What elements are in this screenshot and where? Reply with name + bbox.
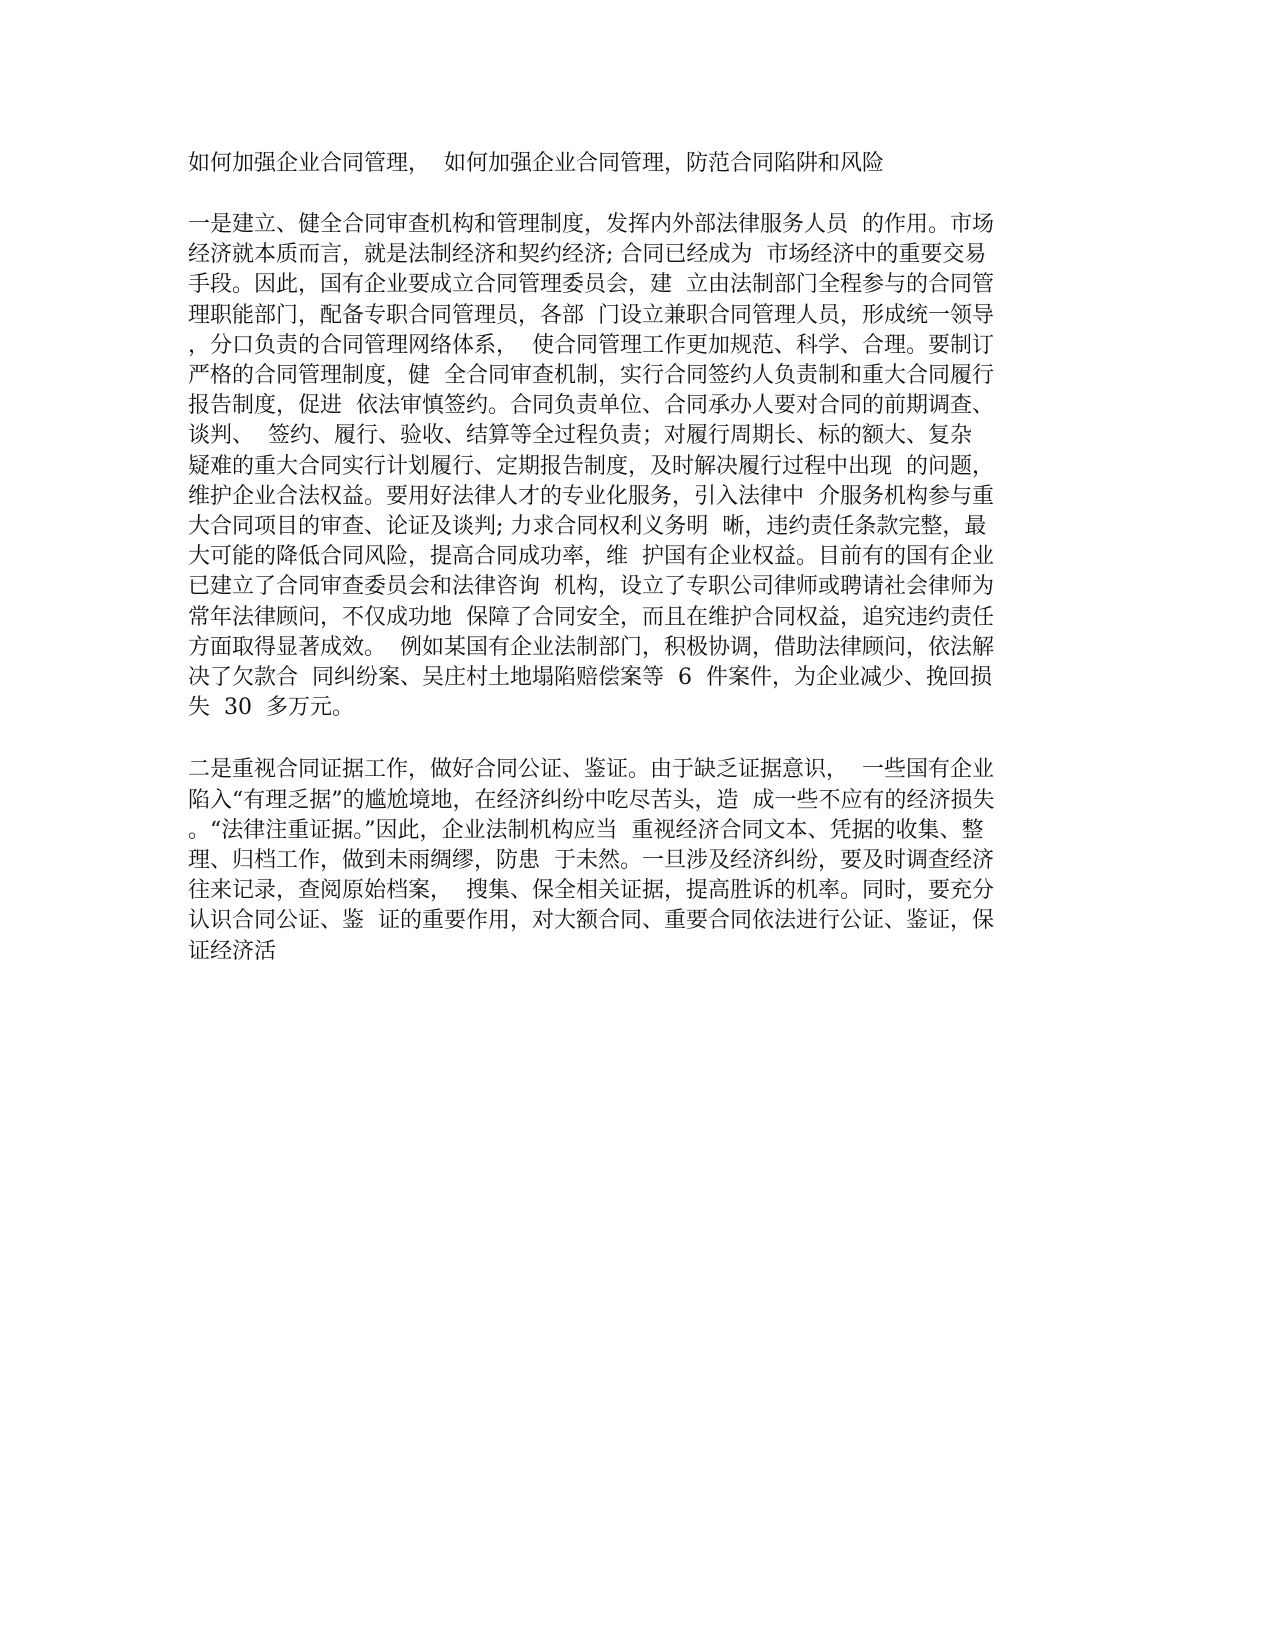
paragraph-line: 大可能的降低合同风险，提高合同成功率，维 护国有企业权益。目前有的国有企业: [188, 544, 994, 570]
paragraph-line: 陷入“有理乏据”的尴尬境地，在经济纠纷中吃尽苦头，造 成一些不应有的经济损失: [188, 787, 995, 813]
paragraph-line: 疑难的重大合同实行计划履行、定期报告制度，及时解决履行过程中出现 的问题，: [188, 453, 994, 479]
paragraph-line: 维护企业合法权益。要用好法律人才的专业化服务，引入法律中 介服务机构参与重: [188, 483, 994, 509]
paragraph-line: 严格的合同管理制度，健 全合同审查机制，实行合同签约人负责制和重大合同履行: [188, 363, 994, 389]
paragraph-line: 决了欠款合 同纠纷案、吴庄村土地塌陷赔偿案等 6 件案件，为企业减少、挽回损: [188, 665, 992, 691]
paragraph-line: 报告制度，促进 依法审慎签约。合同负责单位、合同承办人要对合同的前期调查、: [188, 393, 994, 419]
paragraph-line: ，分口负责的合同管理网络体系， 使合同管理工作更加规范、科学、合理。要制订: [188, 332, 994, 358]
paragraph-line: 二是重视合同证据工作，做好合同公证、鉴证。由于缺乏证据意识， 一些国有企业: [188, 757, 994, 783]
document-body: [188, 148, 1088, 999]
paragraph-line: 。“法律注重证据。”因此，企业法制机构应当 重视经济合同文本、凭据的收集、整: [188, 817, 984, 843]
paragraph-line: 常年法律顾问，不仅成功地 保障了合同安全，而且在维护合同权益，追究违约责任: [188, 604, 994, 630]
paragraph-line: 手段。因此，国有企业要成立合同管理委员会，建 立由法制部门全程参与的合同管: [188, 272, 994, 298]
paragraph-line: 往来记录，查阅原始档案， 搜集、保全相关证据，提高胜诉的机率。同时，要充分: [188, 878, 994, 904]
paragraph-line: 大合同项目的审查、论证及谈判; 力求合同权利义务明 晰，违约责任条款完整，最: [188, 514, 987, 540]
paragraph-line: 理、归档工作，做到未雨绸缪，防患 于未然。一旦涉及经济纠纷，要及时调查经济: [188, 848, 994, 874]
paragraph-line: 方面取得显著成效。 例如某国有企业法制部门，积极协调，借助法律顾问，依法解: [188, 634, 994, 660]
paragraph-line: 经济就本质而言，就是法制经济和契约经济; 合同已经成为 市场经济中的重要交易: [188, 242, 987, 268]
paragraph-1: [188, 210, 1088, 723]
document-title: 如何加强企业合同管理， 如何加强企业合同管理，防范合同陷阱和风险: [188, 151, 884, 176]
paragraph-line: 失 30 多万元。: [188, 695, 354, 721]
paragraph-2: [188, 755, 1088, 966]
paragraph-line: 证经济活: [188, 938, 277, 964]
paragraph-line: 一是建立、健全合同审查机构和管理制度，发挥内外部法律服务人员 的作用。市场: [188, 212, 994, 237]
paragraph-line: 理职能部门，配备专职合同管理员，各部 门设立兼职合同管理人员，形成统一领导: [188, 302, 994, 328]
paragraph-line: 认识合同公证、鉴 证的重要作用，对大额合同、重要合同依法进行公证、鉴证，保: [188, 908, 994, 934]
paragraph-line: 谈判、 签约、履行、验收、结算等全过程负责；对履行周期长、标的额大、复杂: [188, 423, 972, 449]
paragraph-line: 已建立了合同审查委员会和法律咨询 机构，设立了专职公司律师或聘请社会律师为: [188, 574, 994, 600]
